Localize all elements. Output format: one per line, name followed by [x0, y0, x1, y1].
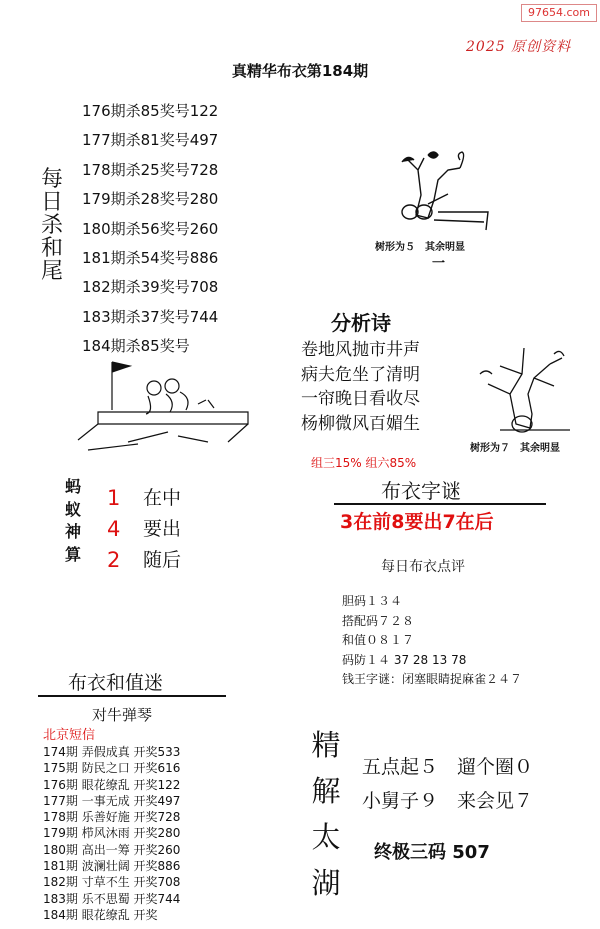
poem-line: 病夫危坐了清明 — [301, 364, 420, 385]
caption-mark: 一 — [432, 256, 446, 271]
hezhi-heading: 布衣和值迷 — [68, 672, 164, 694]
daily-kill-list — [82, 97, 218, 362]
kill-row: 179期杀28奖号280 — [82, 190, 219, 209]
history-row: 176期 眼花缭乱 开奖122 — [43, 777, 181, 792]
label-char: 神 — [65, 522, 82, 541]
ant-number: 2 — [107, 548, 121, 572]
daily-kill-label — [40, 168, 64, 283]
label-char: 和 — [40, 236, 63, 261]
buyi-riddle-heading: 布衣字谜 — [381, 479, 461, 503]
poem-line: 卷地风抛市井声 — [301, 340, 420, 360]
taihu-line: 小舅子９ 来会见７ — [362, 790, 534, 812]
label-char: 每 — [40, 167, 63, 192]
ant-number: 4 — [107, 517, 121, 541]
history-row: 177期 一事无成 开奖497 — [43, 793, 181, 808]
history-row: 180期 高出一筹 开奖260 — [43, 842, 181, 857]
history-row: 183期 乐不思蜀 开奖744 — [43, 891, 181, 906]
history-row: 174期 弄假成真 开奖533 — [43, 745, 181, 759]
label-char: 算 — [65, 544, 82, 564]
kill-row: 184期杀85奖号 — [82, 337, 190, 356]
label-char: 蚁 — [65, 499, 82, 519]
poem-line: 一帘晚日看收尽 — [301, 389, 420, 409]
history-row: 179期 栉风沐雨 开奖280 — [43, 826, 181, 841]
kill-row: 181期杀54奖号886 — [82, 248, 219, 267]
kill-row: 182期杀39奖号708 — [82, 278, 219, 297]
ant-text: 要出 — [143, 518, 182, 540]
review-line: 和值０８１７ — [342, 633, 415, 647]
tree-sketch-2 — [470, 344, 578, 436]
hezhi-history — [43, 744, 180, 923]
review-list — [342, 592, 522, 690]
history-row: 181期 波澜壮阔 开奖886 — [43, 859, 181, 874]
history-row: 175期 防民之口 开奖616 — [43, 761, 181, 776]
label-char: 太 — [311, 820, 341, 854]
tree-caption-2: 树形为７ 其余明显 — [470, 443, 560, 454]
label-char: 日 — [40, 190, 63, 215]
kill-row: 183期杀37奖号744 — [82, 307, 219, 326]
kill-row: 176期杀85奖号122 — [82, 102, 219, 120]
label-char: 精 — [311, 728, 341, 762]
poem-title: 分析诗 — [331, 311, 391, 335]
history-row: 184期 眼花缭乱 开奖 — [43, 907, 158, 922]
history-row: 182期 寸草不生 开奖708 — [43, 875, 181, 890]
label-char: 杀 — [40, 213, 63, 238]
hezhi-source: 北京短信 — [43, 728, 96, 743]
combo-ratio: 组三15% 组六85% — [311, 456, 417, 470]
history-row: 178期 乐善好施 开奖728 — [43, 810, 181, 825]
ant-numbers — [107, 483, 120, 576]
taihu-line: 五点起５ 遛个圈０ — [362, 756, 534, 778]
review-line: 钱王字谜：闭塞眼睛捉麻雀２４７ — [342, 672, 523, 686]
page-title: 真精华布衣第184期 — [231, 62, 369, 80]
hezhi-subtitle: 对牛弹琴 — [92, 706, 153, 724]
tree-caption-1: 树形为５ 其余明显 — [375, 242, 465, 253]
kill-row: 177期杀81奖号497 — [82, 131, 219, 150]
label-char: 解 — [311, 774, 341, 808]
review-line: 搭配码７２８ — [342, 613, 415, 628]
review-line: 码防１４ 37 28 13 78 — [342, 652, 467, 667]
brand-label: 2025 原创资料 — [466, 39, 572, 55]
ant-number: 1 — [107, 486, 121, 510]
kill-row: 180期杀56奖号260 — [82, 219, 219, 238]
poem — [301, 338, 420, 436]
label-char: 蚂 — [65, 477, 82, 496]
ant-texts — [143, 483, 181, 576]
review-heading: 每日布衣点评 — [381, 559, 465, 575]
divider — [38, 695, 226, 697]
buyi-riddle-answer: 3在前8要出7在后 — [340, 511, 494, 533]
poem-line: 杨柳微风百媚生 — [301, 413, 420, 434]
final-three-codes: 终极三码 507 — [374, 842, 490, 863]
review-line: 胆码１３４ — [342, 594, 403, 608]
ant-text: 随后 — [143, 549, 182, 571]
bench-sketch — [68, 352, 258, 456]
label-char: 湖 — [311, 866, 341, 900]
taihu-lines — [362, 750, 533, 818]
divider — [334, 503, 546, 505]
tree-sketch-1 — [388, 140, 494, 236]
site-badge[interactable]: 97654.com — [521, 4, 597, 22]
kill-row: 178期杀25奖号728 — [82, 160, 219, 179]
taihu-label — [308, 722, 344, 906]
label-char: 尾 — [40, 259, 63, 284]
ant-label — [65, 476, 81, 566]
ant-text: 在中 — [143, 487, 182, 509]
